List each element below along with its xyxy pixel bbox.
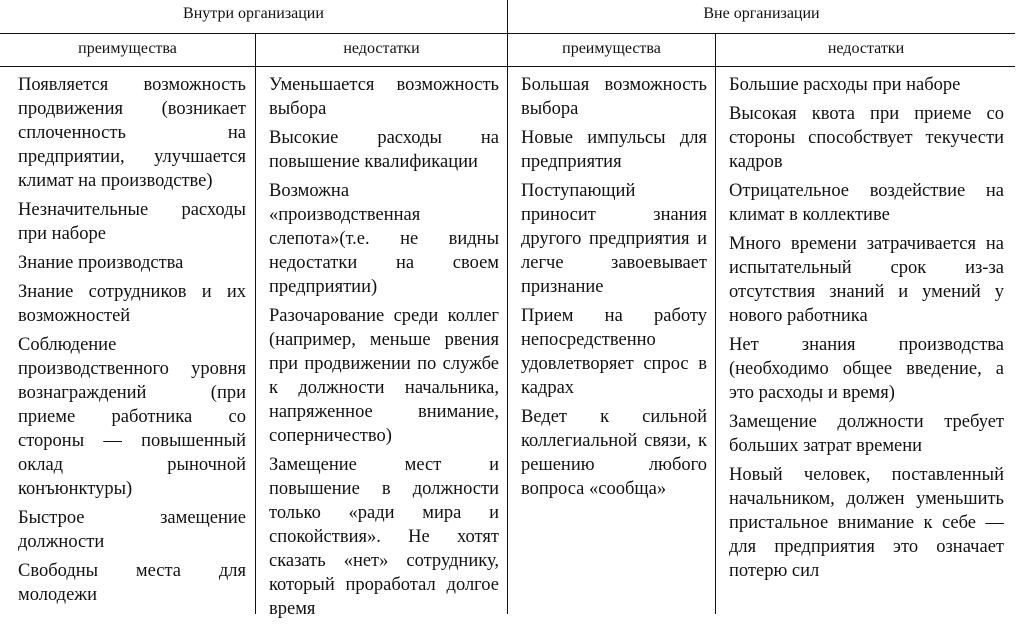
column-outside-advantages	[521, 73, 707, 506]
list-item: Отрицательное воздействие на климат в коллективе	[729, 181, 1004, 225]
list-item: Уменьшается возможность выбора	[269, 75, 499, 119]
subheader-outside-disadvantages: недостатки	[827, 40, 905, 57]
list-item: Ведет к сильной коллегиальной связи, к решению любого вопроса «сообща»	[521, 407, 707, 499]
list-item: Новые импульсы для предприятия	[521, 128, 707, 172]
list-item: Большая возможность выбора	[521, 75, 707, 119]
list-item: Нет знания производства (необходимо общее введение, а это расходы и время)	[729, 335, 1004, 403]
list-item: Возможна «производственная слепота»(т.е. не видны недостатки на своем предприятии)	[269, 181, 499, 297]
column-outside-disadvantages	[729, 73, 1004, 588]
group-header-inside: Внутри организации	[183, 5, 324, 22]
list-item: Замещение должности требует больших затрат времени	[729, 412, 1004, 456]
list-item: Поступающий приносит знания другого предприятия и легче завоевывает признание	[521, 181, 707, 297]
column-inside-advantages	[18, 73, 246, 612]
group-header-outside: Вне организации	[703, 5, 820, 22]
list-item: Знание производства	[18, 253, 184, 273]
column-divider-3	[715, 34, 716, 614]
list-item: Разочарование среди коллег (например, меньше рвения при продвижении по службе к должности начальника, напряженное внимание, соперничество)	[269, 306, 499, 446]
list-item: Появляется возможность продвижения (возникает сплоченность на предприятии, улучшается климат на производстве)	[18, 75, 246, 191]
list-item: Соблюдение производственного уровня вознаграждений (при приеме работника со стороны — повышенный оклад рыночной конъюнктуры)	[18, 335, 246, 499]
subheader-outside-advantages: преимущества	[562, 40, 661, 57]
list-item: Большие расходы при наборе	[729, 75, 961, 95]
subheader-inside-disadvantages: недостатки	[343, 40, 420, 57]
list-item: Новый человек, поставленный начальником, должен уменьшить пристальное внимание к себе — для предприятия это означает потерю сил	[729, 465, 1004, 581]
subheader-inside-advantages: преимущества	[78, 40, 177, 57]
column-divider-1	[255, 34, 256, 614]
list-item: Знание сотрудников и их возможностей	[18, 282, 246, 326]
list-item: Быстрое замещение должности	[18, 508, 246, 552]
list-item: Много времени затрачивается на испытательный срок из-за отсутствия знаний и умений у нового работника	[729, 234, 1004, 326]
list-item: Прием на работу непосредственно удовлетворяет спрос в кадрах	[521, 306, 707, 398]
column-inside-disadvantages	[269, 73, 499, 626]
column-divider-2	[507, 0, 508, 614]
list-item: Замещение мест и повышение в должности только «ради мира и спокойствия». Не хотят сказать «нет» сотруднику, который проработал долгое время	[269, 455, 499, 619]
list-item: Высокая квота при приеме со стороны способствует текучести кадров	[729, 104, 1004, 172]
list-item: Свободны места для молодежи	[18, 561, 246, 605]
list-item: Высокие расходы на повышение квалификации	[269, 128, 499, 172]
list-item: Незначительные расходы при наборе	[18, 200, 246, 244]
